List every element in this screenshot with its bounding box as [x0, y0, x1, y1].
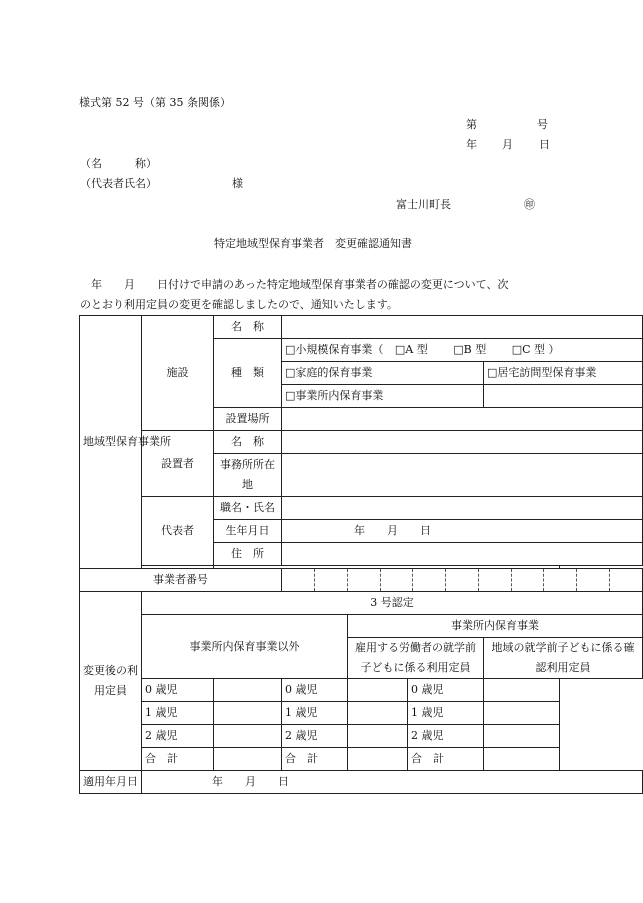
type-a-option[interactable]: □A 型	[394, 343, 428, 356]
age1-label: 1 歳児	[408, 702, 484, 725]
digit-box[interactable]	[478, 569, 511, 591]
non-workplace-label: 事業所内保育事業以外	[142, 615, 348, 679]
age0-value[interactable]	[484, 679, 560, 702]
age2-value[interactable]	[214, 725, 282, 748]
type-workplace-option[interactable]: □事業所内保育事業	[282, 385, 484, 408]
body-line-1: 年 月 日付けで申請のあった特定地域型保育事業者の確認の変更について、次	[80, 278, 509, 291]
representative-label: 代表者	[142, 497, 214, 566]
digit-box[interactable]	[576, 569, 609, 591]
type-small-scale-row	[282, 339, 643, 362]
total-label: 合 計	[142, 748, 214, 771]
office-address-field[interactable]	[282, 454, 643, 497]
body-line-2: のとおり利用定員の変更を確認しましたので、通知いたします。	[80, 298, 398, 311]
address-label: 住 所	[214, 543, 282, 566]
doc-number-prefix: 第	[466, 118, 477, 131]
address-field[interactable]	[282, 543, 643, 566]
applied-date-field[interactable]: 年 月 日	[142, 771, 643, 794]
type-label: 種 類	[214, 339, 282, 408]
total-label: 合 計	[408, 748, 484, 771]
date-day: 日	[539, 138, 550, 151]
digit-box[interactable]	[282, 569, 315, 591]
business-number-boxes[interactable]	[282, 569, 643, 592]
age1-label: 1 歳児	[142, 702, 214, 725]
age1-value[interactable]	[214, 702, 282, 725]
total-value[interactable]	[348, 748, 408, 771]
confirmation-table	[79, 315, 643, 794]
digit-box[interactable]	[347, 569, 380, 591]
age2-value[interactable]	[484, 725, 560, 748]
office-address-label: 事務所所在地	[214, 454, 282, 497]
facility-label: 施設	[142, 316, 214, 431]
birthdate-label: 生年月日	[214, 520, 282, 543]
digit-box[interactable]	[544, 569, 577, 591]
sender-mayor: 富士川町長	[396, 198, 451, 211]
location-label: 設置場所	[214, 408, 282, 431]
age0-label: 0 歳児	[282, 679, 348, 702]
age0-label: 0 歳児	[142, 679, 214, 702]
digit-box[interactable]	[315, 569, 348, 591]
total-value[interactable]	[484, 748, 560, 771]
type-b-option[interactable]: □B 型	[453, 343, 487, 356]
age1-value[interactable]	[348, 702, 408, 725]
applied-date-label: 適用年月日	[80, 771, 142, 794]
facility-name-label: 名 称	[214, 316, 282, 339]
age2-label: 2 歳児	[282, 725, 348, 748]
age1-label: 1 歳児	[282, 702, 348, 725]
workplace-label: 事業所内保育事業	[348, 615, 643, 638]
recipient-rep-label: （代表者氏名）	[80, 177, 157, 190]
type-home-option[interactable]: □家庭的保育事業	[282, 362, 484, 385]
type-small-scale-option[interactable]: □小規模保育事業（	[285, 343, 384, 356]
digit-box[interactable]	[609, 569, 642, 591]
seal-icon: ㊞	[524, 198, 535, 211]
establisher-label: 設置者	[142, 431, 214, 497]
recipient-name-label: （名 称）	[80, 157, 157, 170]
cert3-label: 3 号認定	[142, 592, 643, 615]
age0-value[interactable]	[214, 679, 282, 702]
digit-box[interactable]	[380, 569, 413, 591]
birthdate-field[interactable]: 年 月 日	[282, 520, 643, 543]
location-field[interactable]	[282, 408, 643, 431]
date-year: 年	[466, 138, 477, 151]
age1-value[interactable]	[484, 702, 560, 725]
establisher-name-label: 名 称	[214, 431, 282, 454]
digit-box[interactable]	[511, 569, 544, 591]
form-number: 様式第 52 号（第 35 条関係）	[79, 96, 231, 109]
business-label: 地域型保育事業所	[80, 316, 142, 569]
total-label: 合 計	[282, 748, 348, 771]
rep-title-name-field[interactable]	[282, 497, 643, 520]
capacity-label: 変更後の利用定員	[80, 592, 142, 771]
age0-value[interactable]	[348, 679, 408, 702]
type-blank-cell	[484, 385, 643, 408]
doc-number-suffix: 号	[537, 118, 548, 131]
date-month: 月	[502, 138, 513, 151]
recipient-honorific: 様	[232, 177, 243, 190]
age2-label: 2 歳児	[408, 725, 484, 748]
type-c-option[interactable]: □C 型 ）	[511, 343, 560, 356]
age2-label: 2 歳児	[142, 725, 214, 748]
digit-box[interactable]	[446, 569, 479, 591]
community-capacity-label: 地域の就学前子どもに係る確認利用定員	[484, 638, 643, 679]
employee-capacity-label: 雇用する労働者の就学前子どもに係る利用定員	[348, 638, 484, 679]
business-number-label: 事業者番号	[80, 569, 282, 592]
total-value[interactable]	[214, 748, 282, 771]
age2-value[interactable]	[348, 725, 408, 748]
facility-name-field[interactable]	[282, 316, 643, 339]
document-title: 特定地域型保育事業者 変更確認通知書	[214, 237, 412, 250]
age0-label: 0 歳児	[408, 679, 484, 702]
type-visit-option[interactable]: □居宅訪問型保育事業	[484, 362, 643, 385]
rep-title-name-label: 職名・氏名	[214, 497, 282, 520]
digit-box[interactable]	[413, 569, 446, 591]
establisher-name-field[interactable]	[282, 431, 643, 454]
